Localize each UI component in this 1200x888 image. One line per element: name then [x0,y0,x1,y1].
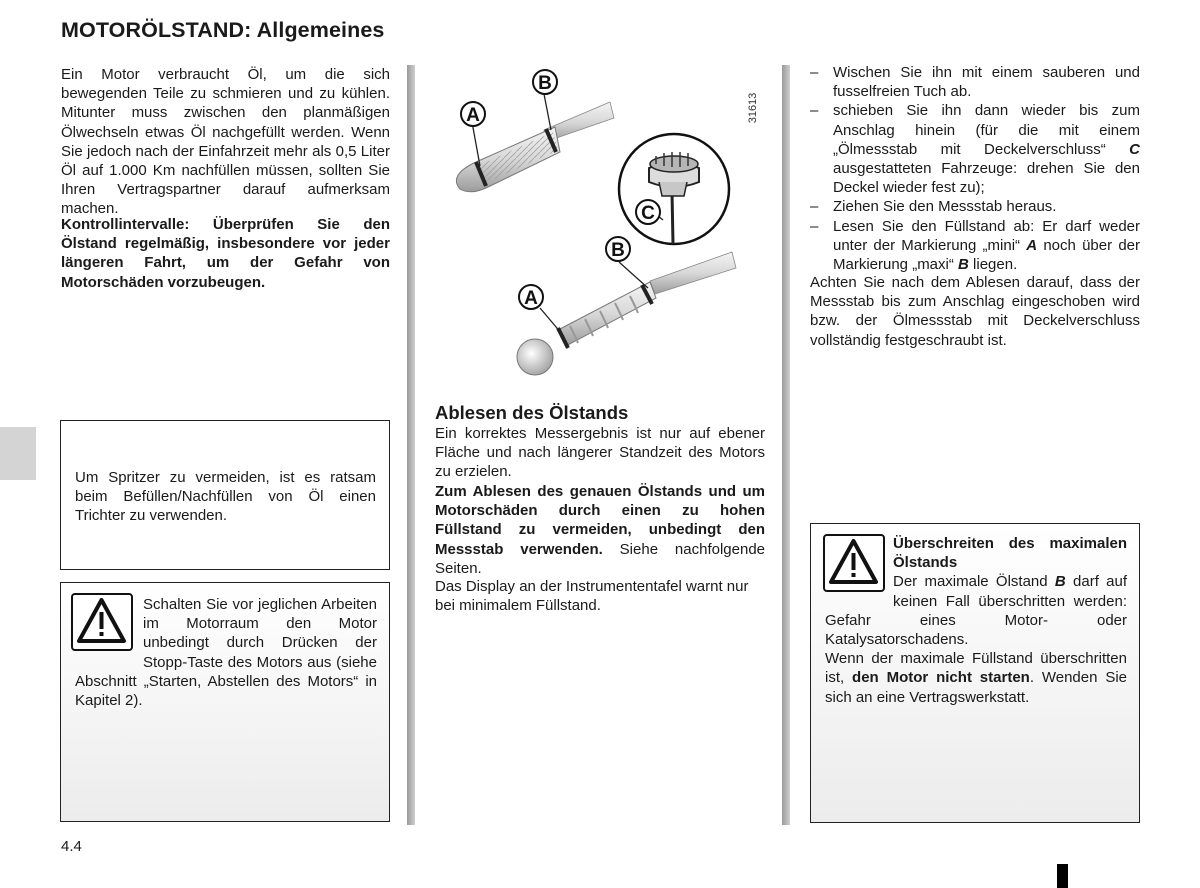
svg-text:A: A [524,288,538,309]
label-a-lower [519,285,543,309]
step-dash: – [810,217,819,235]
engine-warning-body: Schalten Sie vor jeglichen Arbeiten im Motorraum den Motor unbedingt durch Drücken der Stopp-Taste des Motors aus (siehe Abschnitt „Starten, Abstellen des Motors“ in Kapitel 2). [75,596,377,710]
lower-dipstick [517,252,736,375]
step-item-1 [810,63,1140,101]
step-item-3 [810,197,1140,216]
step-dash: – [810,64,819,81]
step-text: liegen. [968,256,1018,274]
engine-warning-box [60,582,390,822]
engine-warning-text [75,595,377,710]
marker-b: B [958,256,969,274]
step-text: ausgestatteten Fahrzeuge: drehen Sie den Deckel wieder fest zu); [833,160,1140,197]
column-separator-right [782,65,790,825]
label-a-upper [461,102,485,126]
label-b-upper [533,70,557,94]
svg-text:A: A [466,105,480,126]
middle-paragraph-1: Ein korrektes Messergebnis ist nur auf ebener Fläche und nach längerer Standzeit des Motors zu erzielen. [435,425,765,481]
step-text: noch über der Markierung „maxi“ [833,236,1141,274]
overfill-warning-p2-bold: den Motor nicht starten [852,669,1030,687]
svg-text:B: B [538,73,552,94]
middle-paragraph-2 [435,482,765,578]
overfill-warning-box [810,523,1140,823]
page-corner-mark [1057,864,1068,888]
svg-text:B: B [611,240,625,261]
overfill-warning-p1: Der maximale Ölstand [893,573,1055,591]
label-c [636,200,660,224]
cap-detail [619,134,729,244]
overfill-warning-text [825,534,1127,707]
step-item-2 [810,101,1140,197]
middle-paragraph-3: Das Display an der Instrumententafel warnt nur bei minimalem Füllstand. [435,578,749,615]
step-dash: – [810,198,819,216]
overfill-warning-heading: Überschreiten des maximalen Ölstands [893,535,1127,572]
page-title: MOTORÖLSTAND: Allgemeines [61,18,385,42]
figure-ref-number: 31613 [747,92,759,124]
step-text: Wischen Sie ihn mit einem sauberen und fusselfreien Tuch ab. [833,64,1140,101]
icon-float-spacer [75,595,143,671]
overfill-warning-p2: . Wenden Sie sich an eine Vertragswerkstatt. [825,669,1128,706]
step-list [810,63,1140,274]
control-interval-text: Kontrollintervalle: Überprüfen Sie den Ölstand regelmäßig, insbesondere vor jeder längeren Fahrt, um der Gefahr von Motorschäden vorzubeugen. [61,216,390,291]
overfill-warning-p1: darf auf keinen Fall überschritten werden: Gefahr eines Motor- oder Katalysatorschadens. [825,573,1127,649]
note-text: Um Spritzer zu vermeiden, ist es ratsam beim Befüllen/Nachfüllen von Öl einen Trichter zu verwenden. [75,469,376,525]
label-b-lower [606,237,630,261]
marker-c: C [1129,140,1140,158]
chapter-tab [0,427,36,480]
note-box [60,420,390,570]
marker-a: A [1026,236,1038,254]
intro-text: Ein Motor verbraucht Öl, um die sich bewegenden Teile zu schmieren und zu kühlen. Mitunter muss zwischen den planmäßigen Ölwechseln etwas Öl nachgefüllt werden. Wenn Sie jedoch nach der Einfahrzeit mehr als 0,5 Liter Öl auf 1.000 Km nachfüllen müssen, sollten Sie Ihren Vertragspartner darauf aufmerksam machen. [61,66,390,218]
marker-b: B [1054,573,1066,591]
step-dash: – [810,102,819,120]
step-text: schieben Sie ihn dann wieder bis zum Anschlag hinein (für die mit einem „Ölmessstab mit Deckelverschluss“ [833,102,1140,158]
middle-paragraph-2-rest: Siehe nachfolgende Seiten. [435,540,765,577]
middle-paragraph-2-bold: Zum Ablesen des genauen Ölstands und um Motorschäden durch einen zu hohen Füllstand zu vermeiden, unbedingt den Messstab verwenden. [435,483,765,558]
svg-text:C: C [641,203,655,224]
step-text: Lesen Sie den Füllstand ab: Er darf weder unter der Markierung „mini“ [833,217,1140,254]
step-text: Ziehen Sie den Messstab heraus. [833,198,1057,216]
after-reading-text: Achten Sie nach dem Ablesen darauf, dass der Messstab bis zum Anschlag eingeschoben wird bzw. der Ölmessstab mit Deckelverschluss vollständig festgeschraubt ist. [810,274,1140,349]
column-separator-left [407,65,415,825]
overfill-warning-p2: Wenn der maximale Füllstand überschritten ist, [825,650,1127,687]
icon-float-spacer [825,534,893,608]
section-heading: Ablesen des Ölstands [435,402,629,423]
dipstick-illustration [420,62,776,388]
step-item-4 [810,217,1140,275]
page-number: 4.4 [61,838,82,855]
